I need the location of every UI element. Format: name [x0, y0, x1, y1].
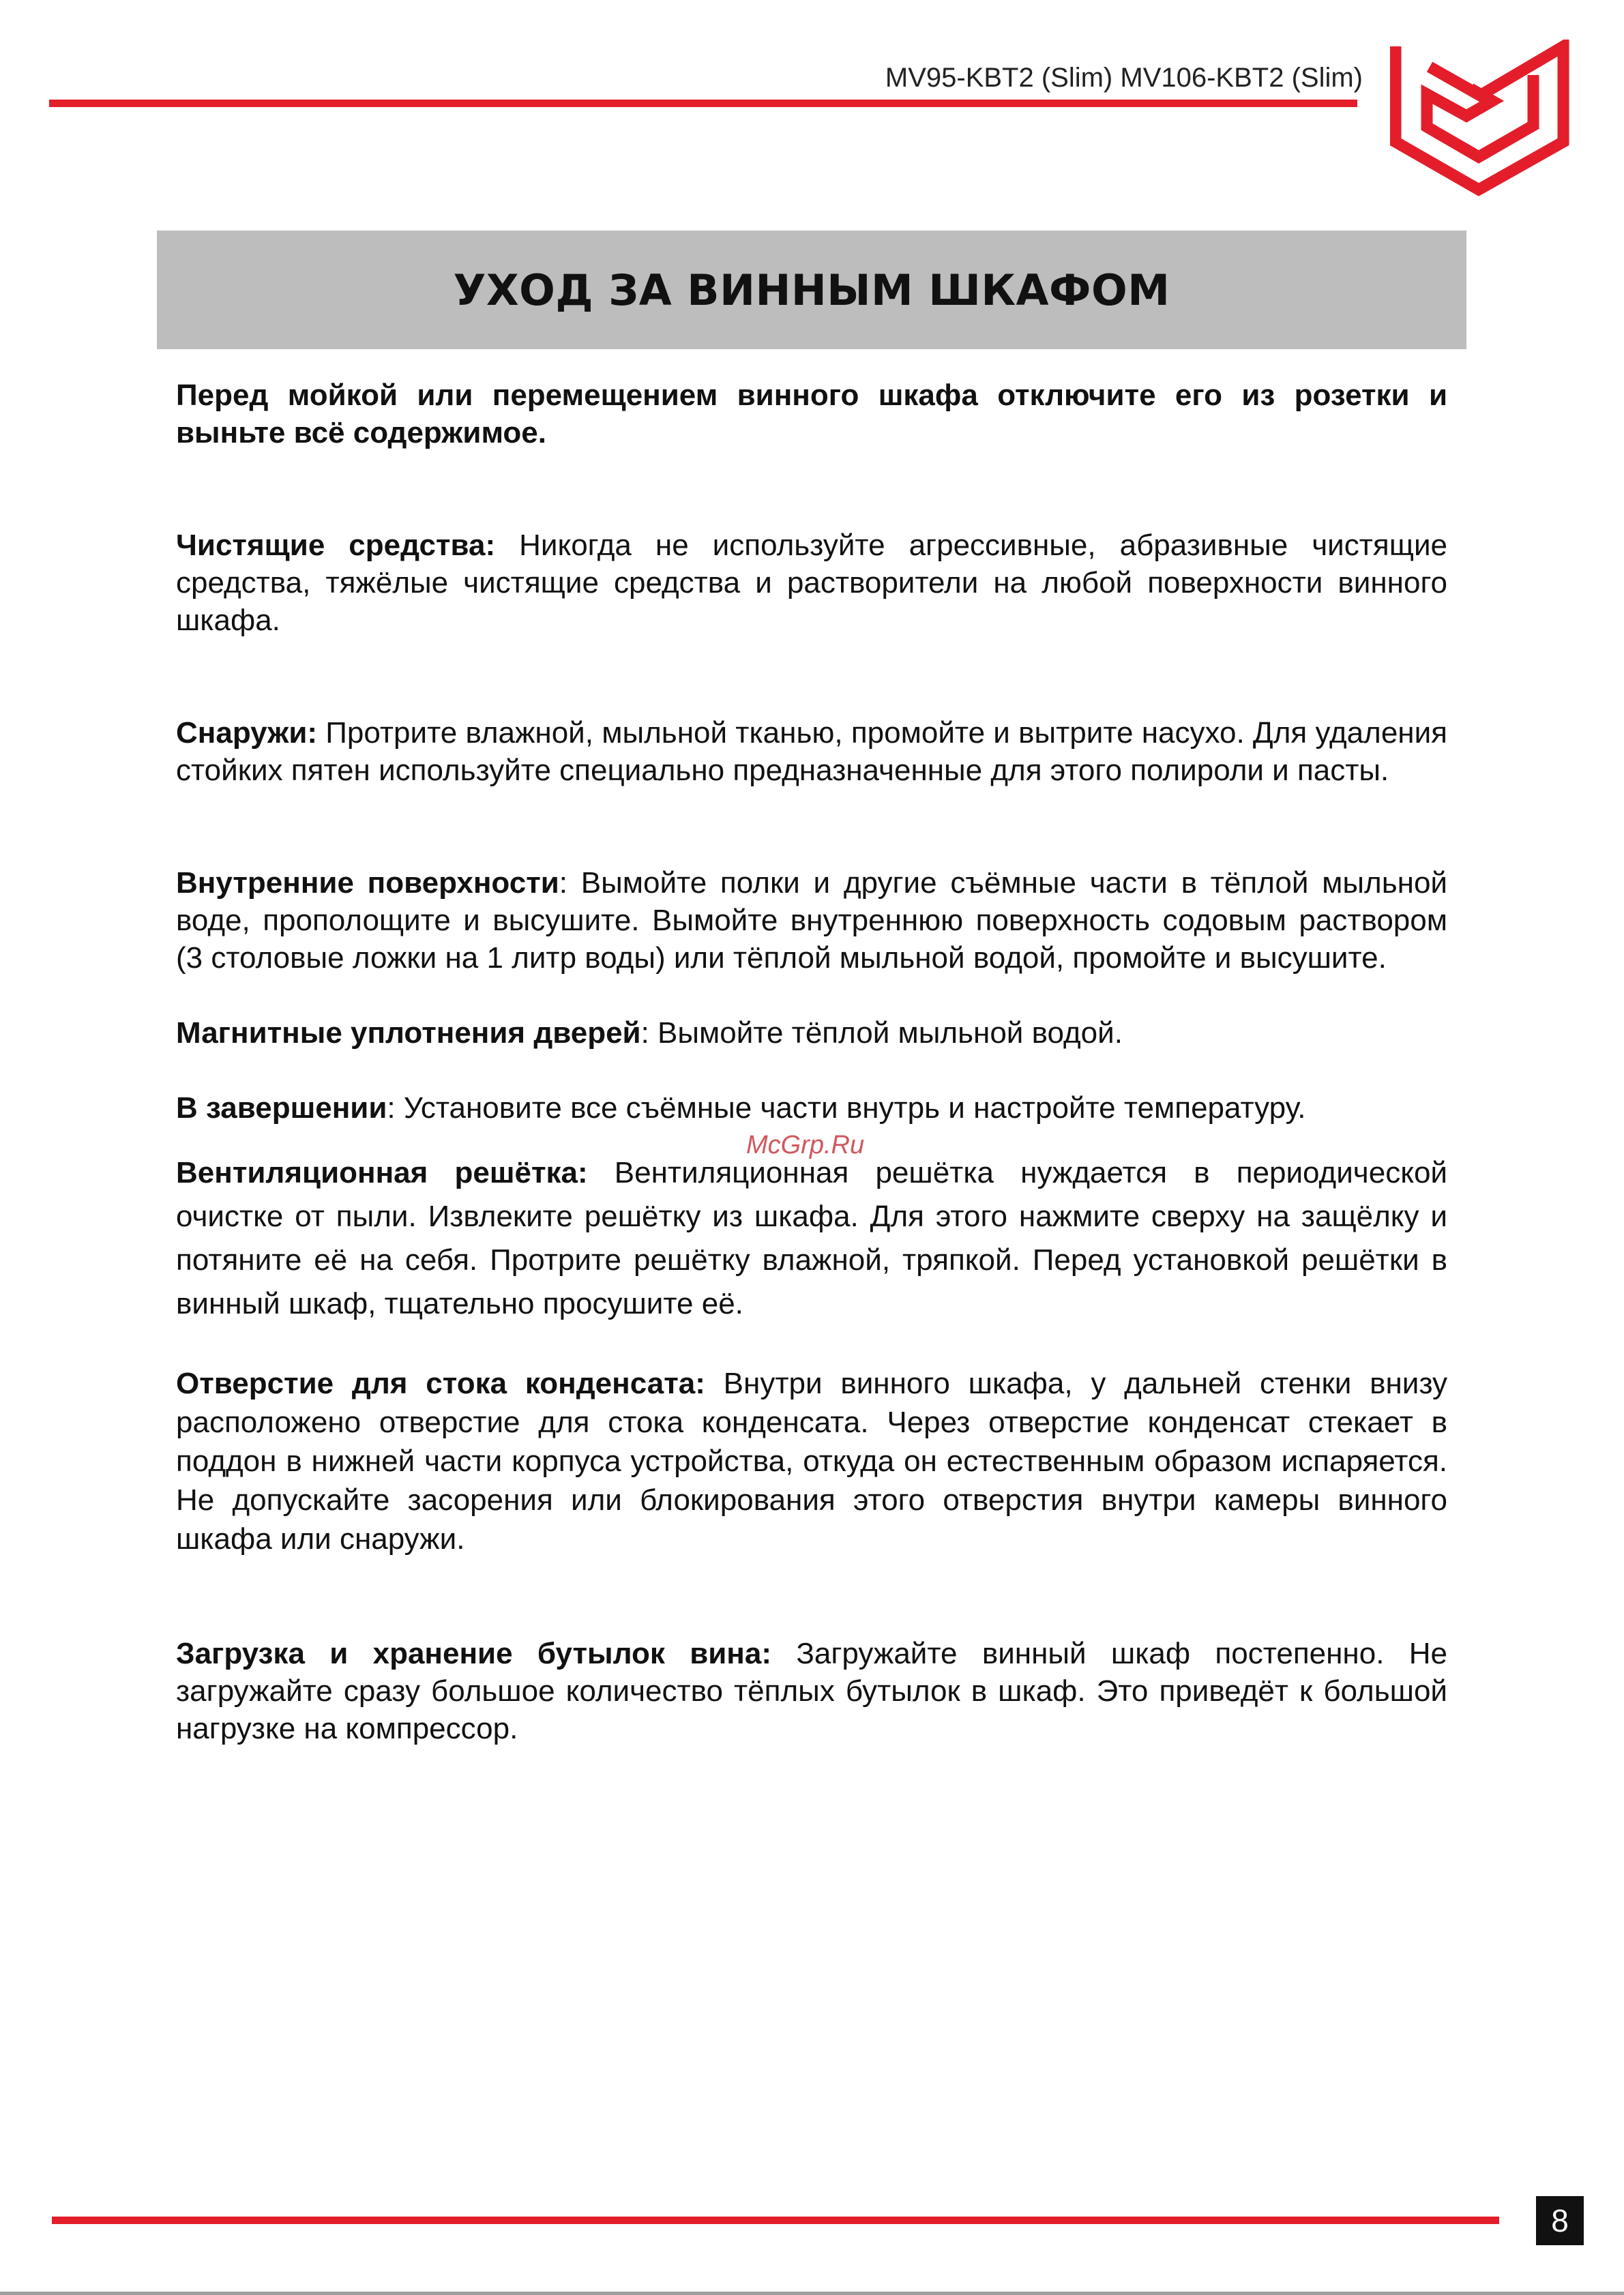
header-divider — [49, 100, 1357, 107]
care-instructions — [176, 376, 1447, 1747]
outside-text: Протрите влажной, мыльной тканью, промойте и вытрите насухо. Для удаления стойких пятен используйте специально предназначенные для этого полироли и пасты. — [176, 716, 1447, 787]
drain-paragraph — [176, 1364, 1447, 1558]
vent-heading: Вентиляционная решётка: — [176, 1156, 588, 1189]
drain-heading: Отверстие для стока конденсата: — [176, 1367, 705, 1400]
outside-paragraph — [176, 714, 1447, 789]
finish-paragraph — [176, 1089, 1447, 1127]
loading-paragraph — [176, 1635, 1447, 1747]
drain-text: Внутри винного шкафа, у дальней стенки внизу расположено отверстие для стока конденсата. Через отверстие конденсат стекает в поддон в нижней части корпуса устройства, откуда он естественным образом испаряется. Не допускайте засорения или блокирования этого отверстия внутри камеры винного шкафа или снаружи. — [176, 1367, 1448, 1556]
bottom-edge-strip — [0, 2292, 1624, 2295]
seals-paragraph — [176, 1014, 1447, 1052]
loading-text: Загружайте винный шкаф постепенно. Не загружайте сразу большое количество тёплых бутылок в шкаф. Это приведёт к большой нагрузке на компрессор. — [176, 1637, 1447, 1745]
finish-text: : Установите все съёмные части внутрь и настройте температуру. — [387, 1091, 1306, 1125]
footer-divider — [52, 2217, 1499, 2224]
cleaners-paragraph — [176, 527, 1447, 639]
page-number: 8 — [1536, 2196, 1584, 2245]
seals-text: : Вымойте тёплой мыльной водой. — [640, 1016, 1123, 1050]
page-title: УХОД ЗА ВИННЫМ ШКАФОМ — [453, 265, 1170, 315]
document-model-header: MV95-KBT2 (Slim) MV106-KBT2 (Slim) — [885, 63, 1363, 93]
watermark: McGrp.Ru — [746, 1131, 865, 1159]
intro-text: Перед мойкой или перемещением винного шкафа отключите его из розетки и выньте всё содержимое. — [176, 379, 1447, 449]
finish-heading: В завершении — [176, 1091, 387, 1125]
intro-paragraph — [176, 376, 1447, 451]
seals-heading: Магнитные уплотнения дверей — [176, 1016, 641, 1050]
page-title-band — [157, 231, 1466, 349]
inside-heading: Внутренние поверхности — [176, 866, 559, 900]
inside-paragraph — [176, 864, 1447, 977]
outside-heading: Снаружи: — [176, 716, 318, 750]
vent-text: Вентиляционная решётка нуждается в периодической очистке от пыли. Извлеките решётку из шкафа. Для этого нажмите сверху на защёлку и потяните её на себя. Протрите решётку влажной, тряпкой. Перед установкой решётки в винный шкаф, тщательно просушите её. — [176, 1156, 1447, 1320]
brand-logo-icon — [1390, 40, 1570, 198]
vent-paragraph — [176, 1151, 1447, 1326]
cleaners-heading: Чистящие средства: — [176, 529, 496, 562]
cleaners-text: Никогда не используйте агрессивные, абразивные чистящие средства, тяжёлые чистящие средства и растворители на любой поверхности винного шкафа. — [176, 529, 1447, 637]
loading-heading: Загрузка и хранение бутылок вина: — [176, 1637, 771, 1670]
inside-text: : Вымойте полки и другие съёмные части в тёплой мыльной воде, прополощите и высушите. Вымойте внутреннюю поверхность содовым раствором (3 столовые ложки на 1 литр воды) или тёплой мыльной водой, промойте и высушите. — [176, 866, 1447, 975]
